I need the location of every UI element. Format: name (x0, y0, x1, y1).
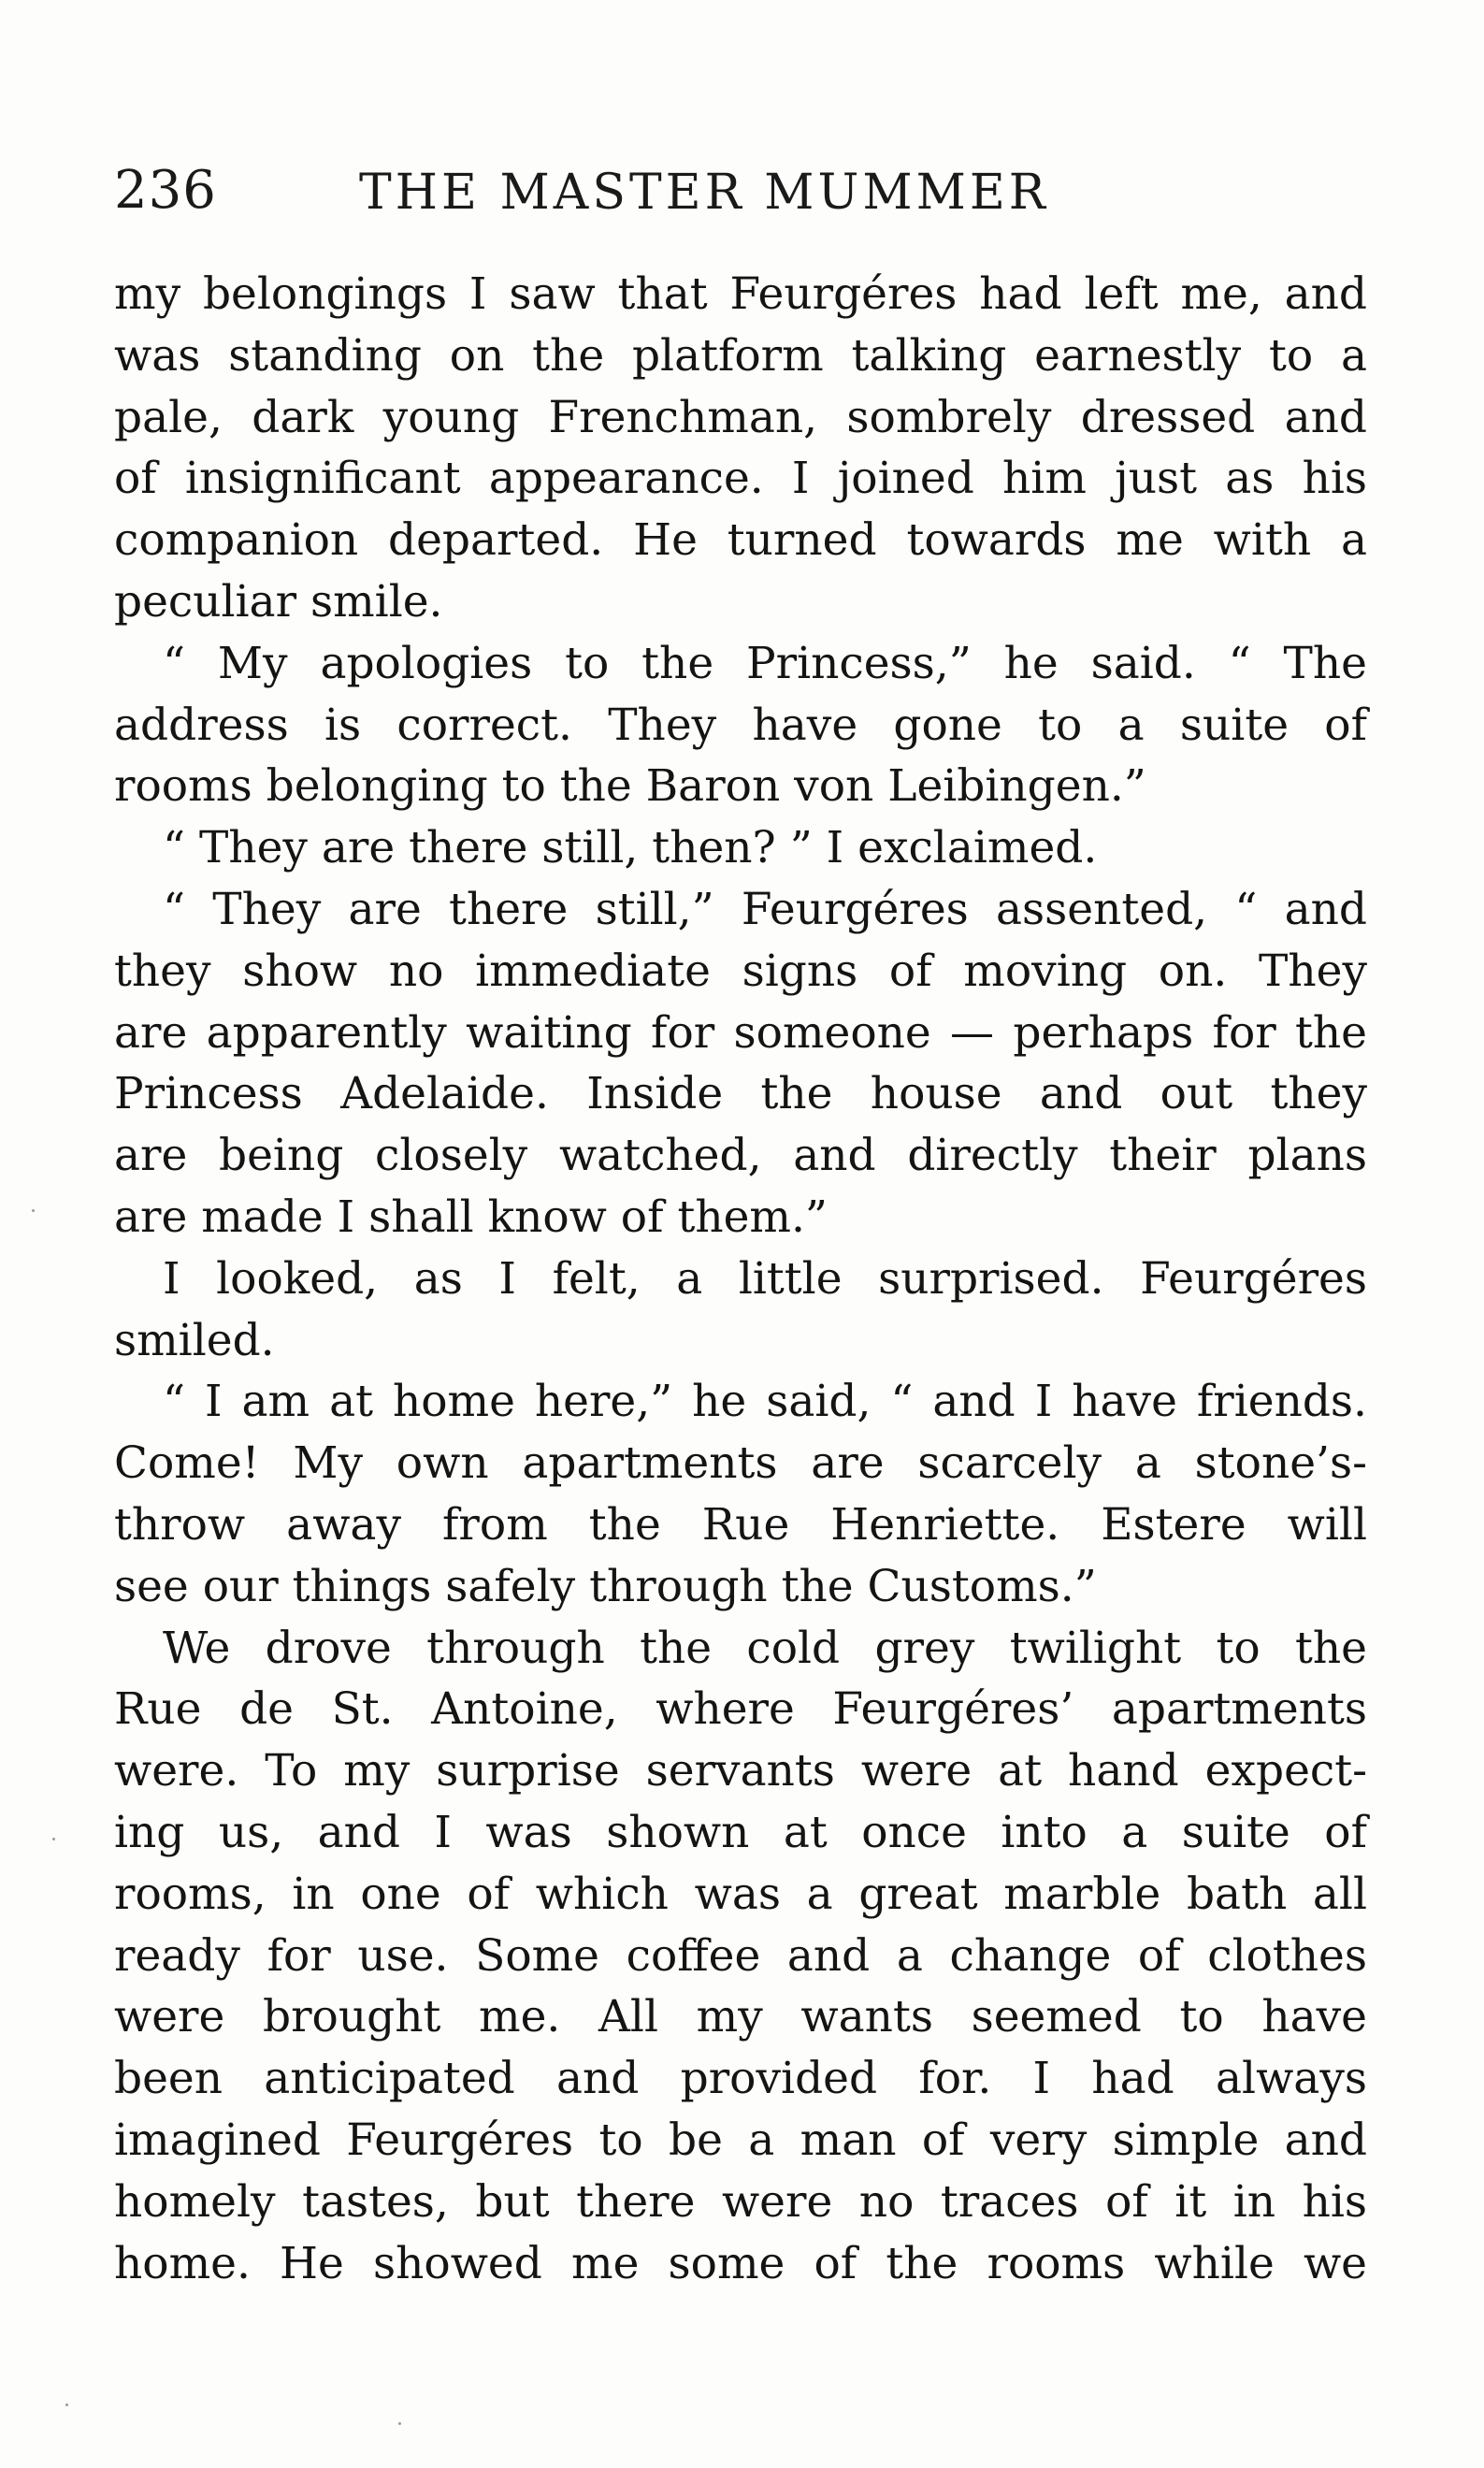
text-line: I looked, as I felt, a little surprised. Feurgéres (163, 1252, 1367, 1305)
text-line: ready for use. Some coffee and a change of clothes (114, 1929, 1367, 1982)
text-line: my belongings I saw that Feurgéres had left me, and (114, 268, 1367, 320)
text-line: smiled. (114, 1314, 275, 1366)
text-line: home. He showed me some of the rooms while we (114, 2237, 1367, 2289)
text-line: was standing on the platform talking earnestly to a (114, 329, 1367, 382)
text-line: address is correct. They have gone to a suite of (114, 699, 1367, 751)
text-line: pale, dark young Frenchman, sombrely dressed and (114, 391, 1367, 443)
text-line: We drove through the cold grey twilight to the (163, 1622, 1367, 1674)
text-line: rooms, in one of which was a great marble bath all (114, 1868, 1367, 1920)
paper-speck (398, 2422, 401, 2425)
paper-speck (52, 1838, 55, 1840)
text-line: “ My apologies to the Princess,” he said. “ The (163, 637, 1367, 689)
text-line: ing us, and I was shown at once into a suite of (114, 1806, 1367, 1858)
text-line: homely tastes, but there were no traces of it in his (114, 2175, 1367, 2228)
text-line: were brought me. All my wants seemed to have (114, 1991, 1367, 2043)
body-text (114, 264, 1367, 2294)
text-line: Rue de St. Antoine, where Feurgéres’ apartments (114, 1683, 1367, 1736)
page-header (114, 157, 1367, 223)
text-line: are being closely watched, and directly their plans (114, 1130, 1367, 1182)
text-line: are apparently waiting for someone — perhaps for the (114, 1006, 1367, 1059)
running-title: THE MASTER MUMMER (359, 165, 1049, 221)
text-line: were. To my surprise servants were at hand expect- (114, 1745, 1367, 1797)
text-line: they show no immediate signs of moving on. They (114, 945, 1367, 997)
text-line: rooms belonging to the Baron von Leibingen.” (114, 760, 1146, 813)
text-line: are made I shall know of them.” (114, 1191, 828, 1243)
text-line: been anticipated and provided for. I had always (114, 2053, 1367, 2105)
page-number: 236 (114, 160, 217, 221)
text-line: “ They are there still,” Feurgéres assented, “ and (163, 883, 1367, 935)
text-line: imagined Feurgéres to be a man of very simple and (114, 2114, 1367, 2166)
text-line: “ They are there still, then? ” I exclaimed. (163, 822, 1098, 874)
text-line: of insignificant appearance. I joined him just as his (114, 453, 1367, 505)
text-line: “ I am at home here,” he said, “ and I have friends. (163, 1376, 1367, 1428)
text-line: Come! My own apartments are scarcely a stone’s- (114, 1437, 1367, 1490)
text-line: throw away from the Rue Henriette. Estere will (114, 1498, 1367, 1551)
paper-speck (32, 1209, 35, 1212)
text-line: peculiar smile. (114, 575, 443, 628)
text-line: Princess Adelaide. Inside the house and out they (114, 1068, 1367, 1120)
paper-speck (65, 2403, 68, 2406)
text-line: companion departed. He turned towards me with a (114, 514, 1367, 567)
text-line: see our things safely through the Customs.” (114, 1560, 1097, 1612)
